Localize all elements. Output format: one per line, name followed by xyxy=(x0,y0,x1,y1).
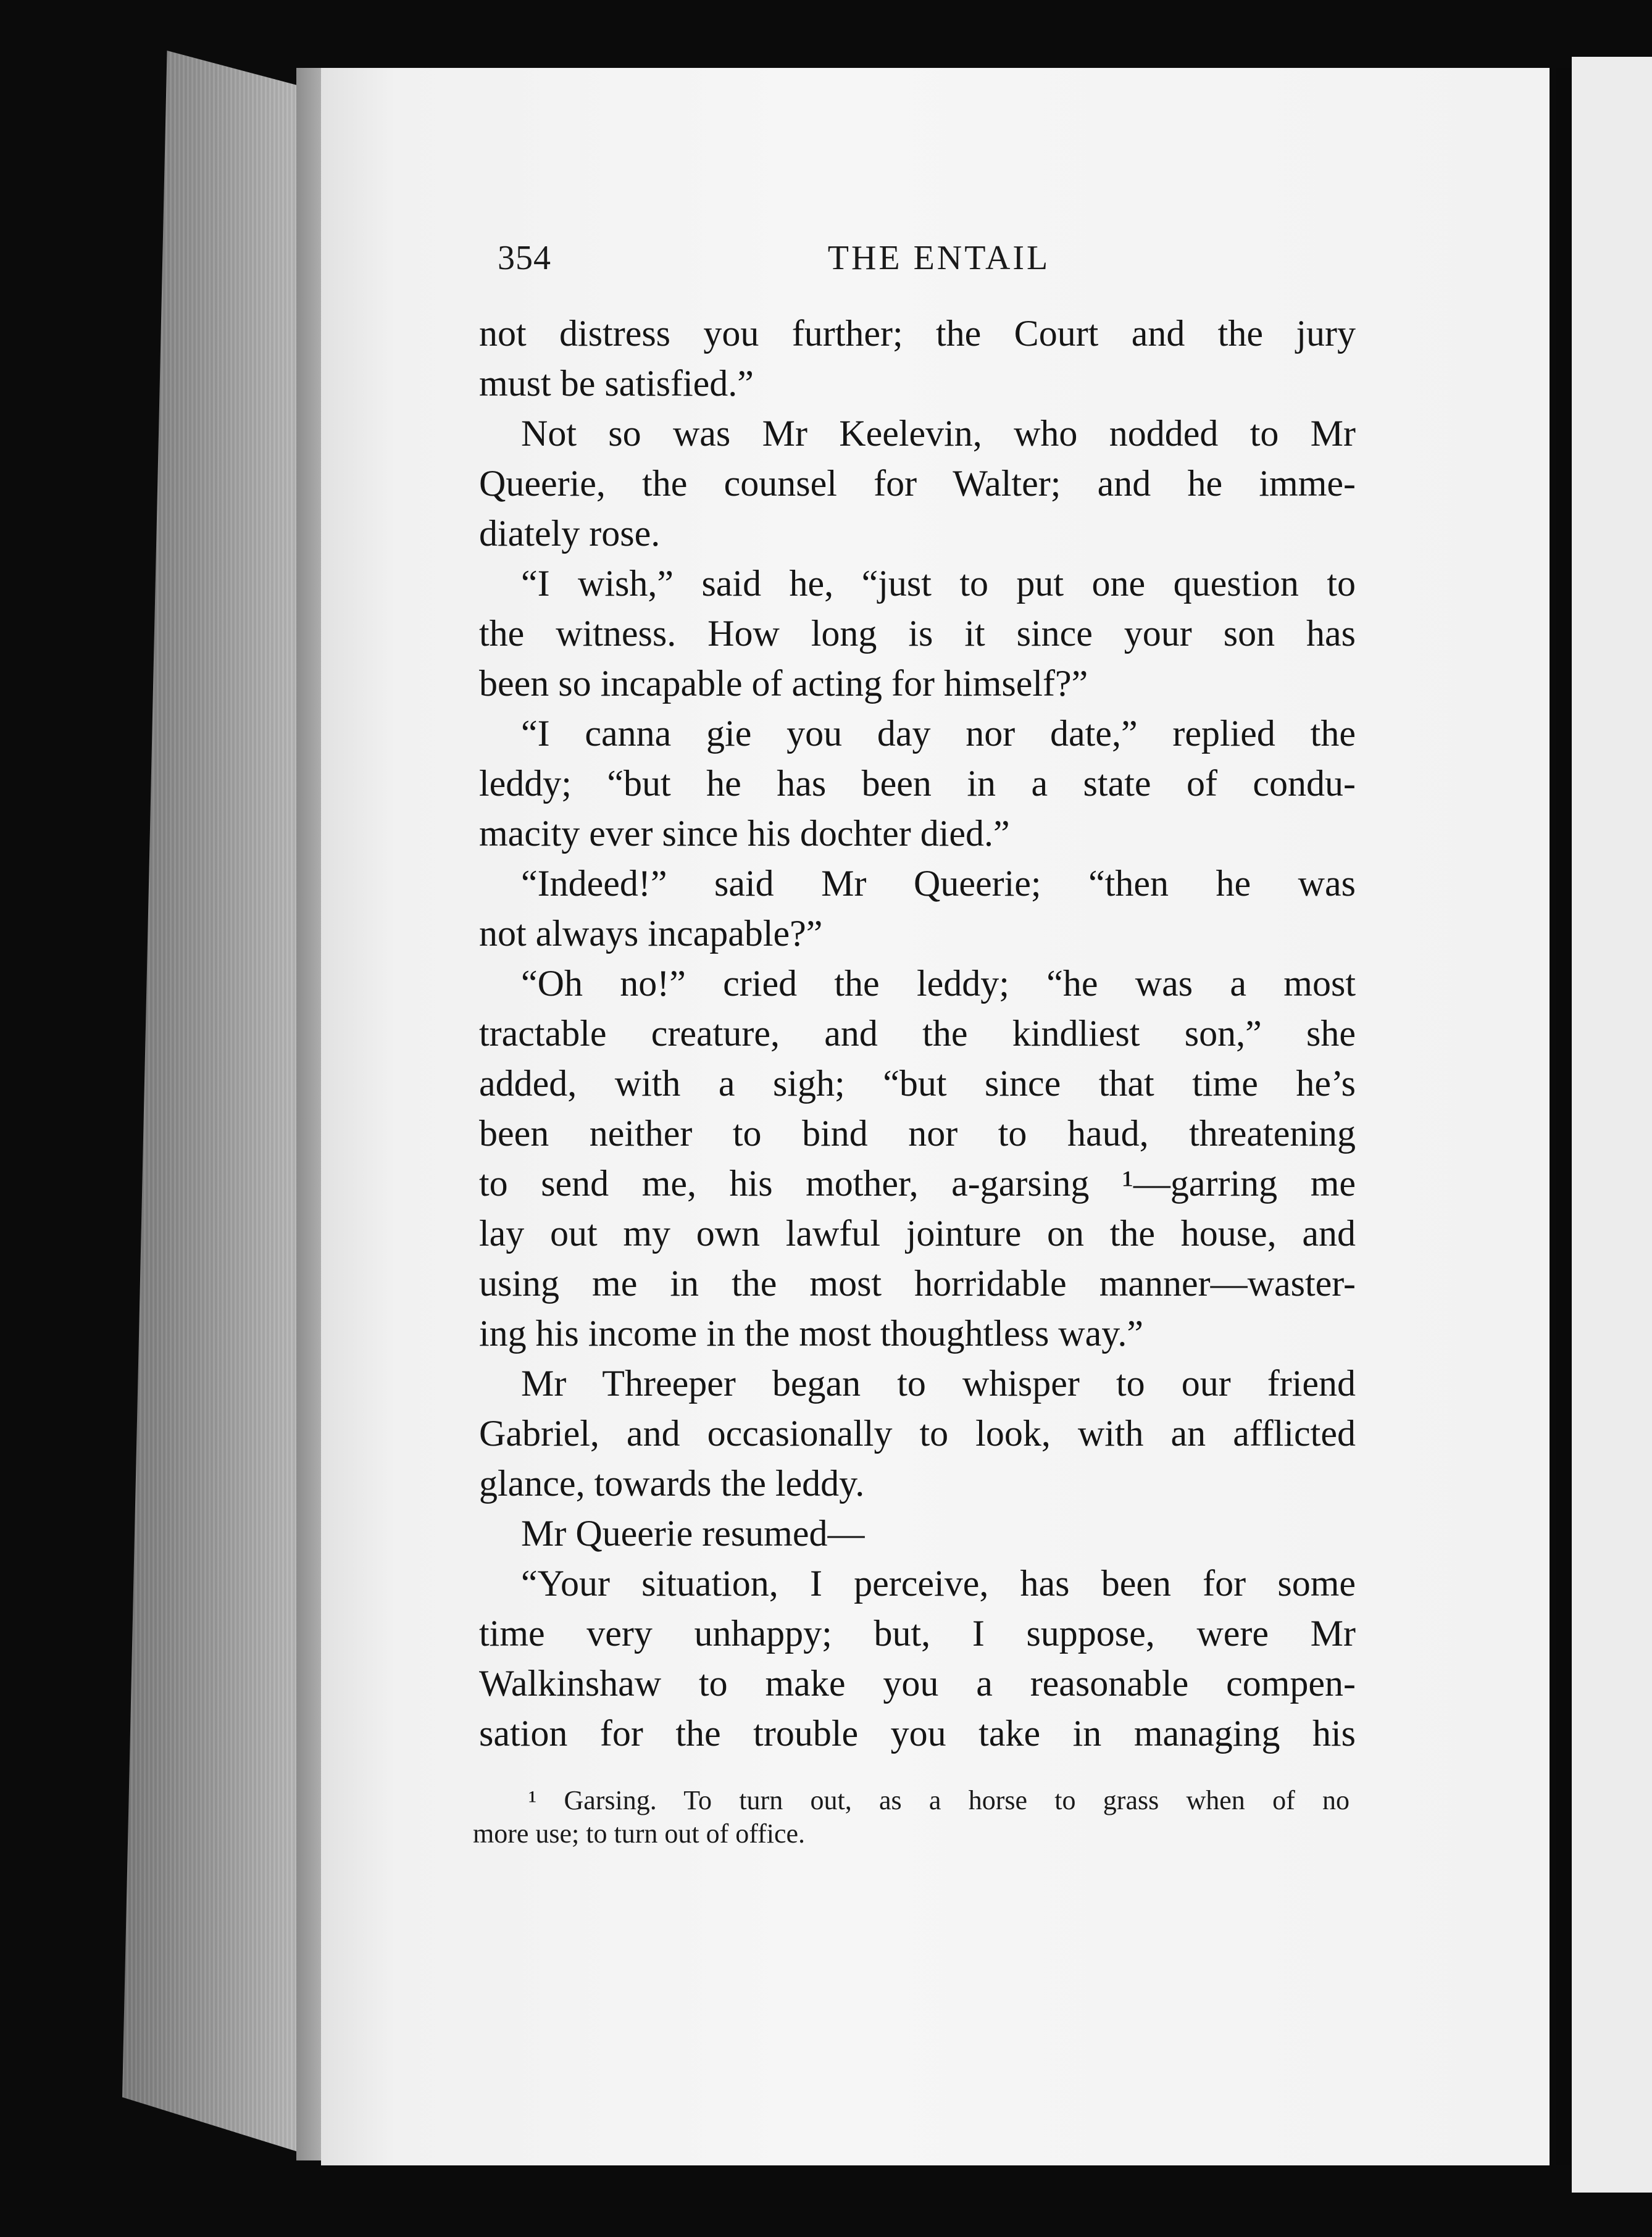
text-line: diately rose. xyxy=(479,513,661,554)
text-line: “Your situation, I perceive, has been for some xyxy=(521,1563,1356,1604)
body-text xyxy=(479,309,1356,1759)
text-line: not always incapable?” xyxy=(479,913,823,954)
text-line: not distress you further; the Court and the jury xyxy=(479,313,1356,354)
text-line: glance, towards the leddy. xyxy=(479,1463,865,1504)
text-line: leddy; “but he has been in a state of condu- xyxy=(479,763,1356,804)
text-line: “I wish,” said he, “just to put one question to xyxy=(521,563,1356,604)
text-line: Not so was Mr Keelevin, who nodded to Mr xyxy=(521,413,1356,454)
text-line: ing his income in the most thoughtless way.” xyxy=(479,1313,1143,1354)
page-number: 354 xyxy=(498,239,551,277)
text-line: Walkinshaw to make you a reasonable compen- xyxy=(479,1663,1356,1704)
book-page-edge xyxy=(122,51,326,2160)
footnote-line: more use; to turn out of office. xyxy=(473,1818,806,1849)
text-line: “Indeed!” said Mr Queerie; “then he was xyxy=(521,863,1356,904)
running-title: THE ENTAIL xyxy=(827,239,1051,277)
running-head xyxy=(498,238,1356,288)
text-line: been neither to bind nor to haud, threatening xyxy=(479,1113,1356,1154)
footnote-line: ¹ Garsing. To turn out, as a horse to grass when of no xyxy=(528,1785,1350,1815)
text-line: using me in the most horridable manner—waster- xyxy=(479,1263,1356,1304)
text-line: tractable creature, and the kindliest son,” she xyxy=(479,1013,1356,1054)
adjacent-page-edge xyxy=(1572,57,1652,2193)
text-line: to send me, his mother, a-garsing ¹—garring me xyxy=(479,1163,1356,1204)
text-line: macity ever since his dochter died.” xyxy=(479,813,1010,854)
text-line: been so incapable of acting for himself?” xyxy=(479,663,1088,704)
text-line: the witness. How long is it since your son has xyxy=(479,613,1356,654)
text-line: sation for the trouble you take in managing his xyxy=(479,1713,1356,1754)
text-line: Gabriel, and occasionally to look, with an afflicted xyxy=(479,1413,1356,1454)
text-line: added, with a sigh; “but since that time he’s xyxy=(479,1063,1356,1104)
page-fold-shadow xyxy=(1556,68,1572,2165)
text-line: time very unhappy; but, I suppose, were Mr xyxy=(479,1613,1356,1654)
text-line: must be satisfied.” xyxy=(479,363,754,404)
footnote xyxy=(473,1784,1350,1851)
text-line: Mr Threeper began to whisper to our friend xyxy=(521,1363,1356,1404)
text-line: Mr Queerie resumed— xyxy=(521,1513,865,1554)
text-line: Queerie, the counsel for Walter; and he imme- xyxy=(479,463,1356,504)
text-line: “Oh no!” cried the leddy; “he was a most xyxy=(521,963,1356,1004)
text-line: “I canna gie you day nor date,” replied the xyxy=(521,713,1356,754)
text-line: lay out my own lawful jointure on the house, and xyxy=(479,1213,1356,1254)
